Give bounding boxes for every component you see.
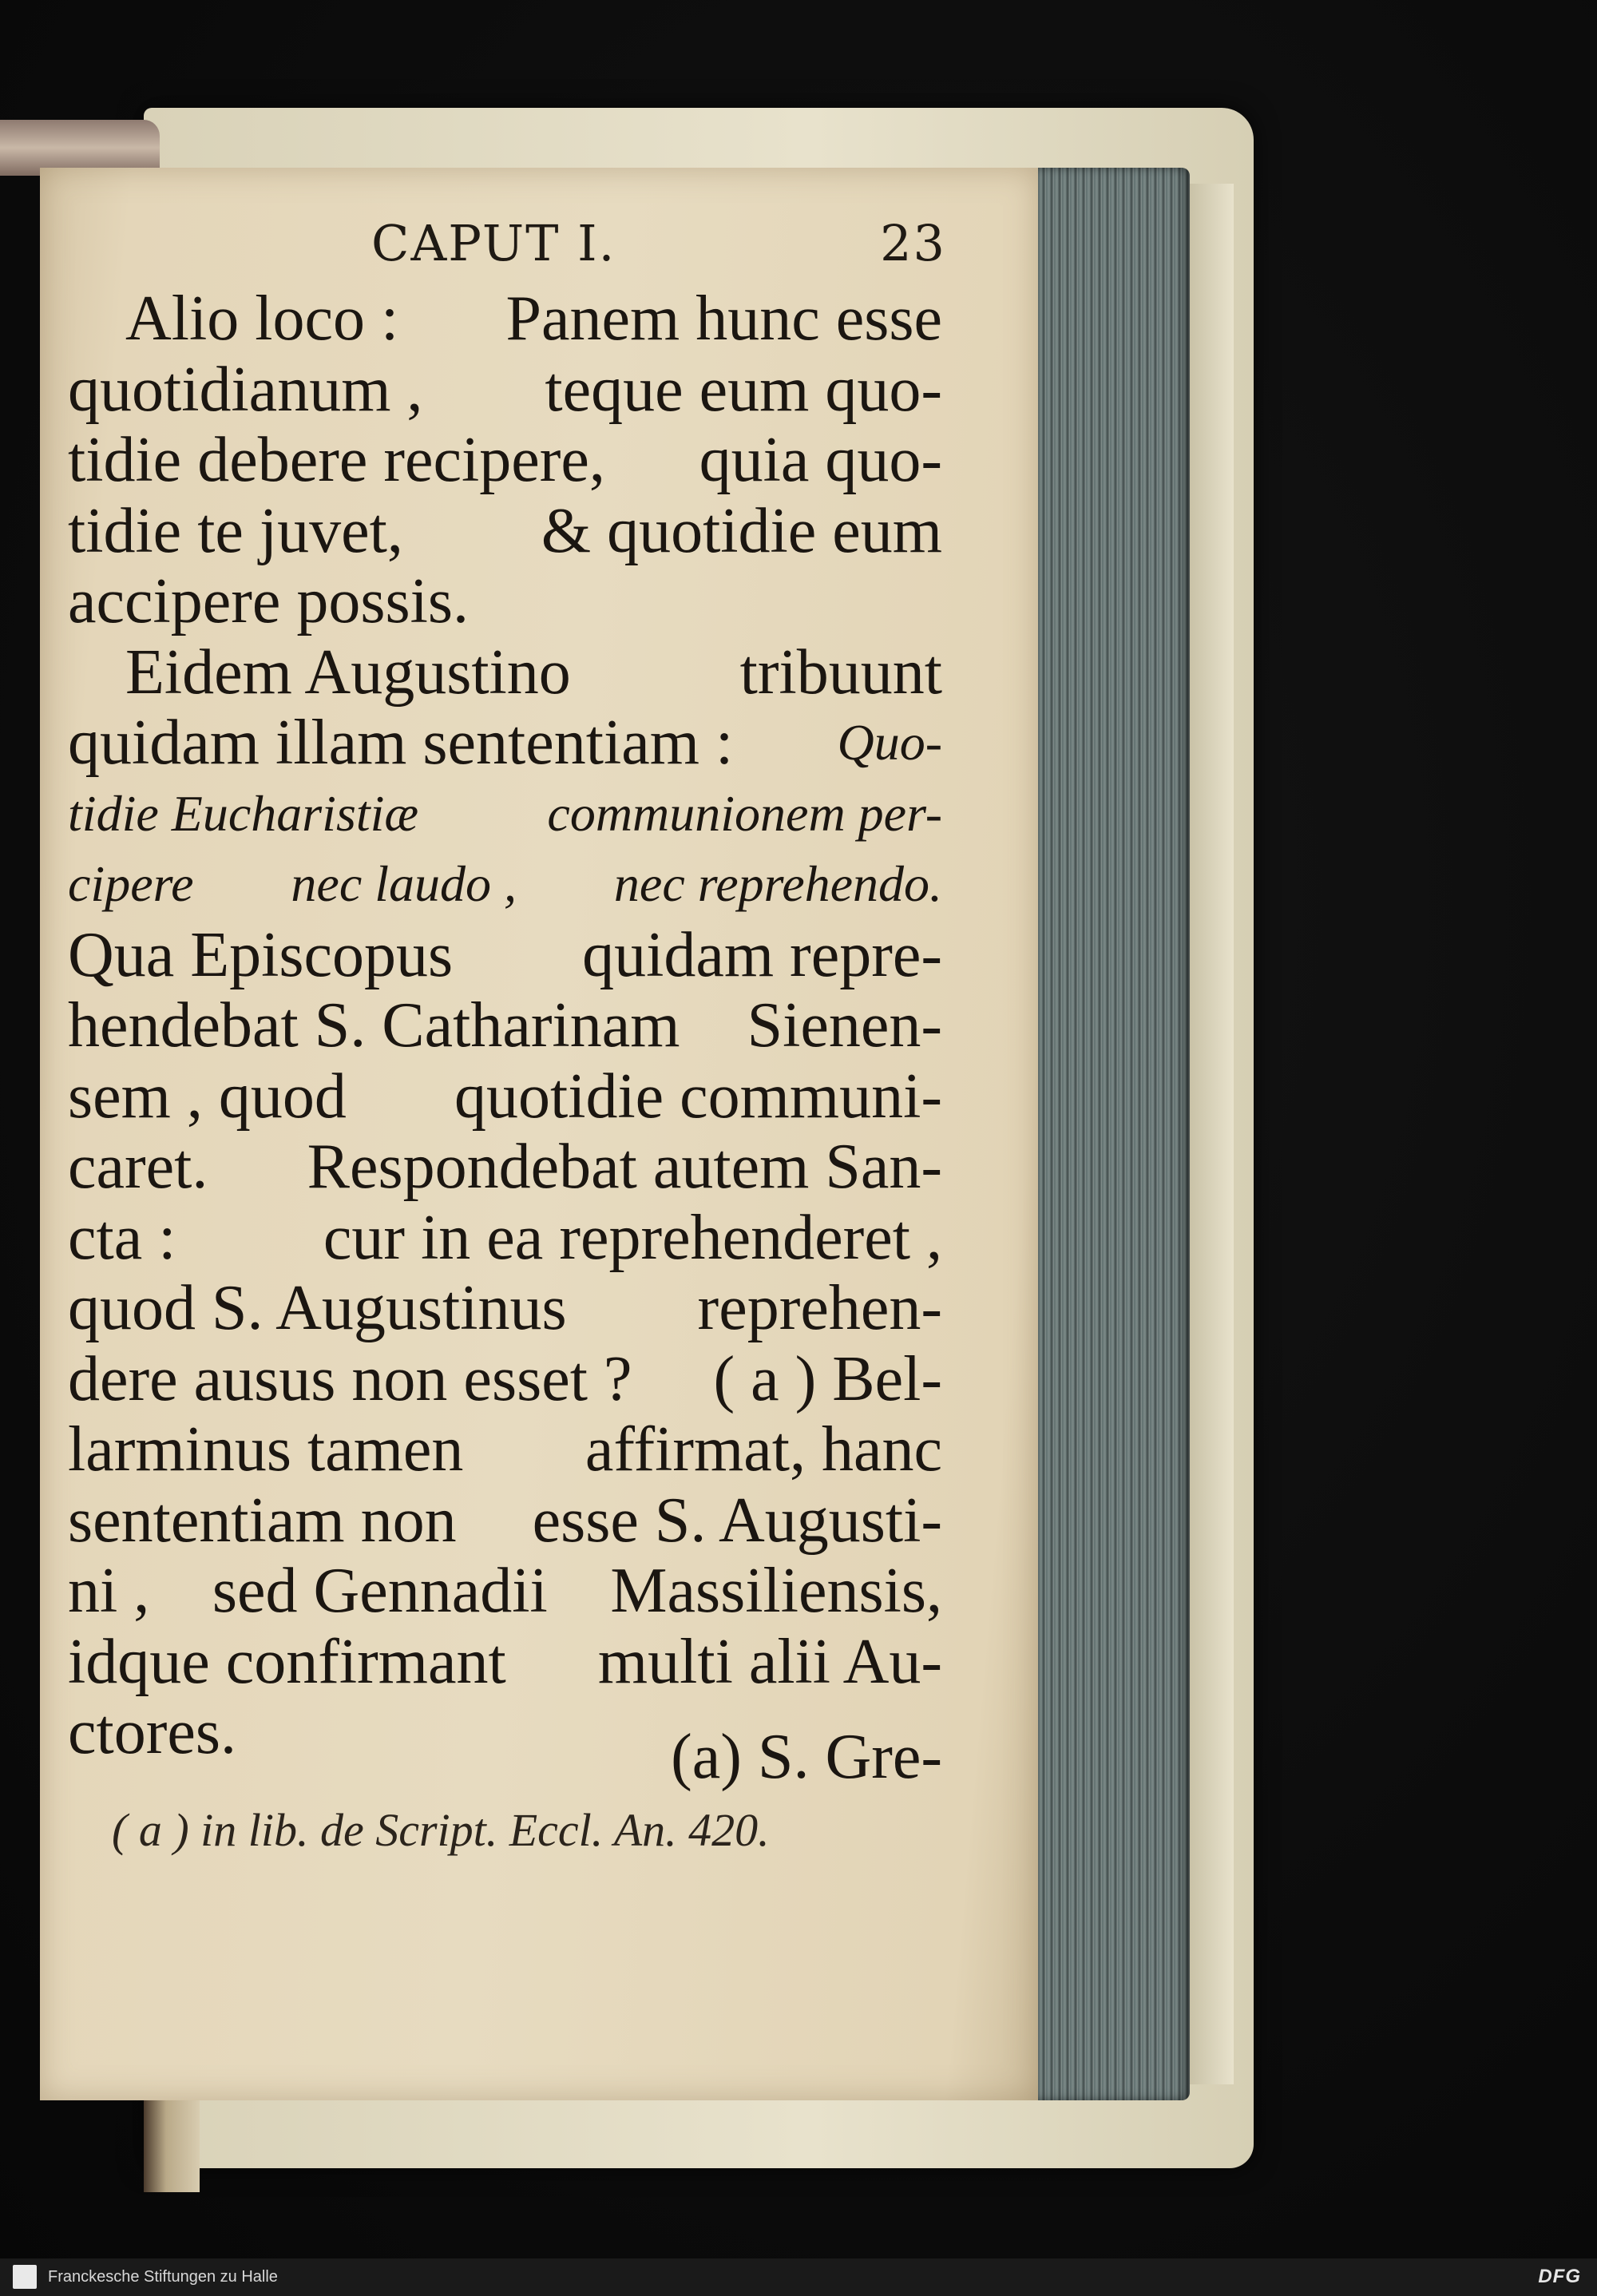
text-line: sententiam non esse S. Augusti- [68, 1485, 942, 1556]
institution-logo-icon [13, 2265, 37, 2289]
body-text [68, 284, 942, 1768]
text-line: hendebat S. Catharinam Sienen- [68, 990, 942, 1061]
text-line-italic: cipere nec laudo , nec reprehendo. [68, 855, 942, 912]
text-line: idque confirmant multi alii Au- [68, 1626, 942, 1697]
institution-name: Franckesche Stiftungen zu Halle [48, 2268, 278, 2286]
text-line: ctores. [68, 1697, 237, 1767]
text-line-italic: tidie Eucharistiæ communionem per- [68, 784, 942, 842]
running-title: CAPUT I. [371, 214, 616, 272]
text-line: ni , sed Gennadii Massiliensis, [68, 1556, 942, 1626]
text-line: quod S. Augustinus reprehen- [68, 1273, 942, 1343]
footnote: ( a ) in lib. de Script. Eccl. An. 420. [112, 1804, 770, 1856]
page-number: 23 [880, 214, 946, 272]
text-line: accipere possis. [68, 566, 470, 636]
footer-bar [0, 2258, 1597, 2296]
running-head [371, 214, 946, 278]
text-line: tidie debere recipere, quia quo- [68, 425, 942, 495]
text-line: Qua Episcopus quidam repre- [68, 919, 942, 990]
text-line: Alio loco : Panem hunc esse [125, 284, 942, 354]
text-line: tidie te juvet, & quotidie eum [68, 495, 942, 566]
text-line: Eidem Augustino tribuunt [125, 636, 942, 708]
text-line: quotidianum , teque eum quo- [68, 354, 942, 425]
catchword: (a) S. Gre- [671, 1722, 942, 1792]
page-edges [1038, 168, 1190, 2100]
dfg-logo: DFG [1538, 2266, 1581, 2287]
text-line: dere ausus non esset ? ( a ) Bel- [68, 1343, 942, 1414]
text-line: larminus tamen affirmat, hanc [68, 1414, 942, 1485]
text-line: quidam illam sententiam : Quo- [68, 708, 942, 778]
text-line: cta : cur in ea reprehenderet , [68, 1202, 942, 1273]
text-line: sem , quod quotidie communi- [68, 1061, 942, 1132]
text-line: caret. Respondebat autem San- [68, 1132, 942, 1202]
